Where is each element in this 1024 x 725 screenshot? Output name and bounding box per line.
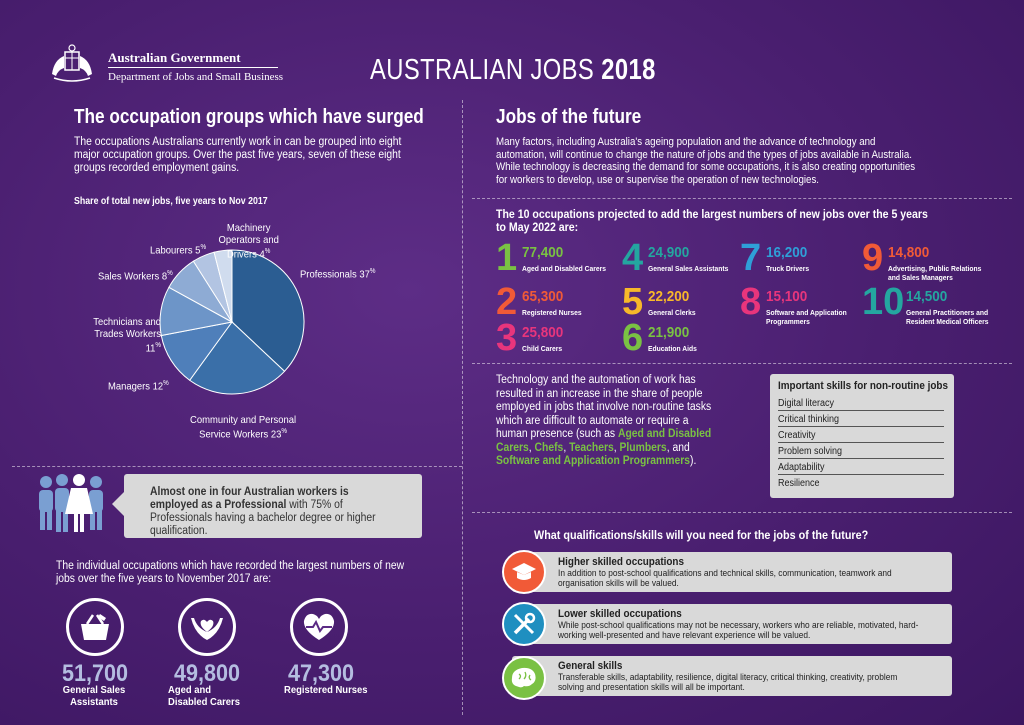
job-rank: 2 [496,281,518,323]
qual-title: Higher skilled occupations [558,556,684,568]
job-label: Advertising, Public Relations and Sales Managers [888,264,982,282]
skill-item: Adaptability [778,462,944,475]
job-rank: 5 [622,281,644,323]
skill-item: Problem solving [778,446,944,459]
basket-circle [66,598,124,656]
gov-line-2: Department of Jobs and Small Business [108,71,284,83]
occ1-label: General Sales Assistants [62,684,126,708]
skill-item: Resilience [778,478,820,489]
right-divider-3 [472,512,1012,513]
title-year: 2018 [601,54,656,86]
brain-icon [502,656,546,700]
left-heading: The occupation groups which have surged [74,106,424,128]
pie-label-machinery: Machinery Operators and Drivers 4% [218,222,279,261]
skills-box [770,374,954,498]
pie-label-sales: Sales Workers 8% [98,270,173,283]
skills-title: Important skills for non-routine jobs [778,380,948,392]
qual-title: General skills [558,660,623,672]
job-value: 15,100 [766,288,808,305]
job-rank: 9 [862,237,884,279]
pie-label-technicians: Technicians and Trades Workers 11% [93,316,161,355]
qual-title: Lower skilled occupations [558,608,682,620]
skill-item: Creativity [778,430,944,443]
job-value: 16,200 [766,244,808,261]
shopping-basket-icon [66,598,124,656]
individual-intro: The individual occupations which have recorded the largest numbers of new jobs over the five years to November 2017 are: [56,560,405,585]
job-label: Aged and Disabled Carers [522,264,607,273]
graduation-cap-icon [502,550,546,594]
pie-label-labourers: Labourers 5% [150,244,207,257]
job-value: 25,800 [522,324,564,341]
column-divider [462,100,463,715]
job-value: 14,500 [906,288,948,305]
job-value: 22,200 [648,288,690,305]
qual-box-lower [512,604,952,644]
job-value: 14,800 [888,244,930,261]
job-rank: 1 [496,237,518,279]
tech-paragraph: Technology and the automation of work has resulted in an increase in the share of people employed in jobs that involve non-routine tasks which are difficult to automate or require a human presence (such as Aged and Disabled Carers, Chefs, Teachers, Plumbers, and Software and Application Programmers). [496,374,712,467]
occ1-value: 51,700 [62,660,129,687]
right-divider-2 [472,363,1012,364]
pie-label-community: Community and Personal Service Workers 23% [190,414,297,441]
qual-heading: What qualifications/skills will you need for the jobs of the future? [534,528,869,542]
job-value: 24,900 [648,244,690,261]
qual-box-higher [512,552,952,592]
job-rank: 8 [740,281,762,323]
left-divider [12,466,462,467]
people-icon [34,472,114,541]
qual-desc: In addition to post-school qualifications and technical skills, communication, teamwork and organisation skills will be valued. [558,568,892,589]
coat-of-arms-logo [48,44,96,82]
occ3-label: Registered Nurses [284,684,368,696]
job-label: General Clerks [648,308,696,317]
right-heading: Jobs of the future [496,106,642,128]
occupation-pie-chart [158,248,306,396]
job-value: 21,900 [648,324,690,341]
job-label: Software and Application Programmers [766,308,847,326]
qual-desc: Transferable skills, adaptability, resilience, digital literacy, critical thinking, creativity, problem solving and presentation skills will all be important. [558,672,898,693]
skill-item: Critical thinking [778,414,944,427]
job-label: General Practitioners and Resident Medical Officers [906,308,989,326]
right-divider-1 [472,198,1012,199]
top10-heading: The 10 occupations projected to add the largest numbers of new jobs over the 5 years to May 2022 are: [496,207,928,234]
job-rank: 7 [740,237,762,279]
job-label: Registered Nurses [522,308,582,317]
title-light: AUSTRALIAN JOBS [370,54,595,86]
job-rank: 3 [496,317,518,359]
qual-desc: While post-school qualifications may not be necessary, workers who are reliable, motivated, hard-working well-presented and have relevant experience will be valued. [558,620,919,641]
skill-item: Digital literacy [778,398,944,411]
chart-title: Share of total new jobs, five years to Nov 2017 [74,196,268,207]
occ2-label: Aged and Disabled Carers [168,684,240,708]
tools-icon [502,602,546,646]
left-intro: The occupations Australians currently work in can be grouped into eight major occupation groups. Over the past five years, seven of these eight groups recorded employment gains. [74,136,402,174]
job-rank: 10 [862,281,905,323]
heart-circle [290,598,348,656]
gov-divider [108,67,278,68]
job-label: Education Aids [648,344,697,353]
job-value: 77,400 [522,244,564,261]
heartbeat-icon [290,598,348,656]
right-intro: Many factors, including Australia's ageing population and the advance of technology and automation, will continue to change the nature of jobs and the types of jobs available in Australia. While technology is decreasing the demand for some occupations, it is also creating opportunities for workers to develop, use or supervise the operation of new technologies. [496,136,916,186]
pie-label-managers: Managers 12% [108,380,169,393]
job-value: 65,300 [522,288,564,305]
professional-callout [124,474,422,538]
pie-label-professionals: Professionals 37% [300,268,376,281]
job-rank: 6 [622,317,644,359]
hands-circle [178,598,236,656]
caring-hands-icon [178,598,236,656]
occ2-value: 49,800 [174,660,241,687]
job-label: Child Carers [522,344,563,353]
job-rank: 4 [622,237,644,279]
job-label: General Sales Assistants [648,264,729,273]
callout-text: Almost one in four Australian workers is employed as a Professional with 75% of Professionals having a bachelor degree or higher qualification. [150,486,376,537]
page-title [370,54,656,87]
occ3-value: 47,300 [288,660,355,687]
gov-line-1: Australian Government [108,50,241,65]
qual-box-general [512,656,952,696]
job-label: Truck Drivers [766,264,810,273]
